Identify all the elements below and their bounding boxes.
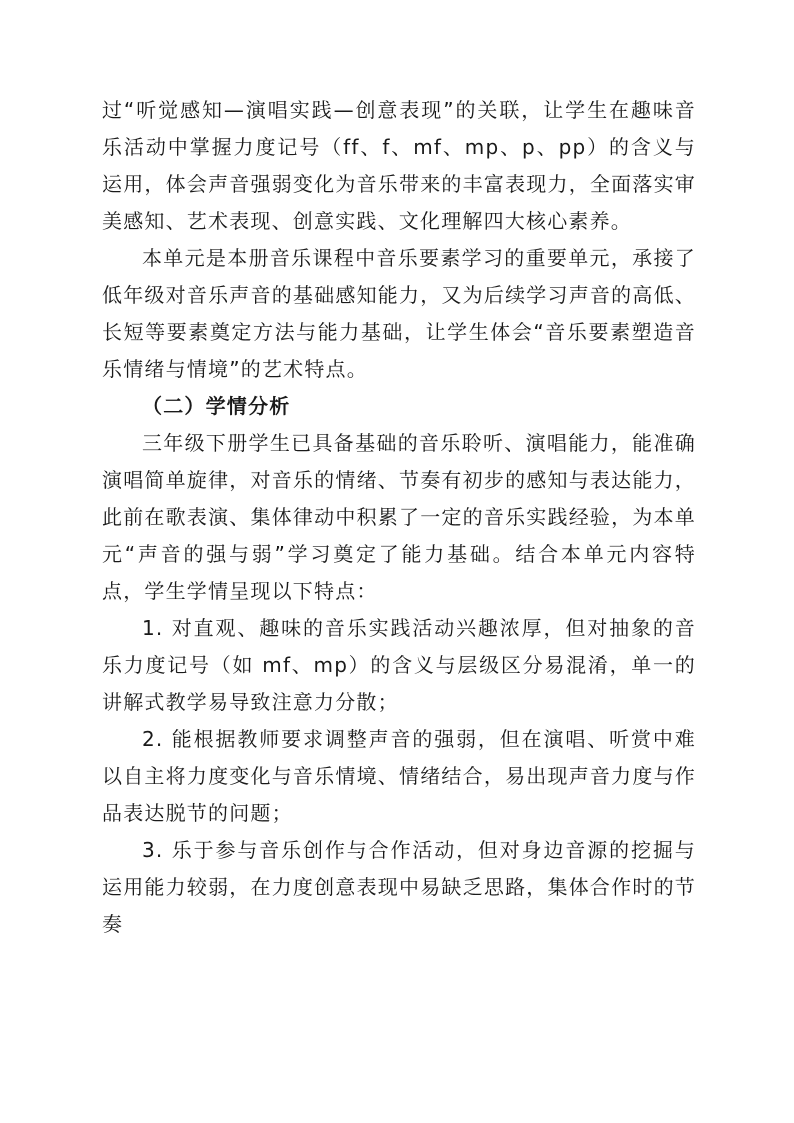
paragraph-unit-position: 本单元是本册音乐课程中音乐要素学习的重要单元，承接了低年级对音乐声音的基础感知能力，又为后续学习声音的高低、长短等要素奠定方法与能力基础，让学生体会“音乐要素塑造音乐情绪与情境”的艺术特点。 xyxy=(102,246,696,381)
section-heading-learner-analysis: （二）学情分析 xyxy=(142,394,291,418)
paragraph-continuation: 过“听觉感知—演唱实践—创意表现”的关联，让学生在趣味音乐活动中掌握力度记号（ff、f、mf、mp、p、pp）的含义与运用，体会声音强弱变化为音乐带来的丰富表现力，全面落实审美感知、艺术表现、创意实践、文化理解四大核心素养。 xyxy=(102,98,696,233)
paragraph-learner-overview: 三年级下册学生已具备基础的音乐聆听、演唱能力，能准确演唱简单旋律，对音乐的情绪、节奏有初步的感知与表达能力，此前在歌表演、集体律动中积累了一定的音乐实践经验，为本单元“声音的强与弱”学习奠定了能力基础。结合本单元内容特点，学生学情呈现以下特点： xyxy=(102,431,696,603)
list-item-1: 1. 对直观、趣味的音乐实践活动兴趣浓厚，但对抽象的音乐力度记号（如 mf、mp）的含义与层级区分易混淆，单一的讲解式教学易导致注意力分散； xyxy=(102,616,696,714)
list-item-2: 2. 能根据教师要求调整声音的强弱，但在演唱、听赏中难以自主将力度变化与音乐情境、情绪结合，易出现声音力度与作品表达脱节的问题； xyxy=(102,727,696,825)
list-item-3: 3. 乐于参与音乐创作与合作活动，但对身边音源的挖掘与运用能力较弱，在力度创意表现中易缺乏思路，集体合作时的节奏 xyxy=(102,838,696,936)
document-body xyxy=(102,92,696,943)
